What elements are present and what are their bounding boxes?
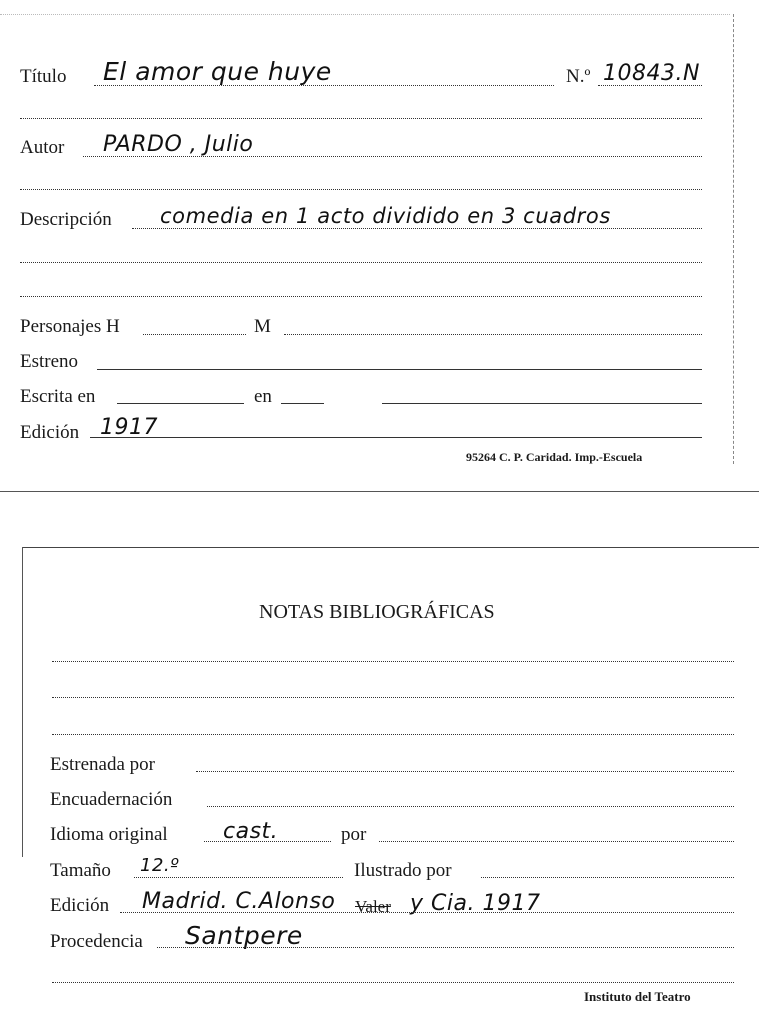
- titulo-value: El amor que huye: [103, 57, 332, 86]
- autor-label: Autor: [20, 137, 65, 158]
- descripcion-label: Descripción: [20, 209, 112, 230]
- printer-note: 95264 C. P. Caridad. Imp.-Escuela: [466, 450, 643, 464]
- personajes-label: Personajes H: [20, 316, 120, 337]
- notas-heading: NOTAS BIBLIOGRÁFICAS: [259, 601, 495, 623]
- notas-line-2: [52, 697, 734, 698]
- idioma-value: cast.: [223, 819, 279, 844]
- card-front-bottom-edge: [0, 491, 759, 492]
- ilustrado-label: Ilustrado por: [354, 860, 452, 881]
- descripcion-line-3: [20, 296, 702, 297]
- institute-label: Instituto del Teatro: [584, 989, 691, 1004]
- ilustrado-line: [481, 877, 734, 878]
- personajes-h-line: [143, 334, 246, 335]
- edicion-front-value: 1917: [100, 415, 158, 440]
- descripcion-line-2: [20, 262, 702, 263]
- estrenada-line: [196, 771, 734, 772]
- descripcion-line: [132, 228, 702, 229]
- estreno-label: Estreno: [20, 351, 79, 372]
- personajes-m-line: [284, 334, 702, 335]
- encuadernacion-line: [207, 806, 734, 807]
- procedencia-line-2: [52, 982, 734, 983]
- card-front-right-edge: [733, 14, 734, 464]
- edicion-front-line: [90, 437, 702, 438]
- escrita-line: [117, 403, 244, 404]
- card-back-top-edge: [22, 547, 759, 548]
- idioma-label: Idioma original: [50, 824, 168, 845]
- numero-label: N.º: [566, 66, 591, 87]
- edicion-struck-word: Valer: [355, 897, 391, 916]
- procedencia-label: Procedencia: [50, 931, 143, 952]
- en-line: [281, 403, 324, 404]
- notas-line-3: [52, 734, 734, 735]
- escrita-label: Escrita en: [20, 386, 96, 407]
- edicion-back-value-2: y Cia. 1917: [410, 891, 541, 916]
- encuadernacion-label: Encuadernación: [50, 789, 173, 810]
- autor-line-2: [20, 189, 702, 190]
- edicion-front-label: Edición: [20, 422, 80, 443]
- card-front-top-edge: [0, 14, 730, 15]
- edicion-back-label: Edición: [50, 895, 110, 916]
- titulo-label: Título: [20, 66, 67, 87]
- estreno-line: [97, 369, 702, 370]
- estrenada-label: Estrenada por: [50, 754, 155, 775]
- card-back-left-edge: [22, 547, 23, 857]
- titulo-line-2: [20, 118, 702, 119]
- por-line: [379, 841, 734, 842]
- autor-value: PARDO , Julio: [103, 132, 254, 157]
- descripcion-value: comedia en 1 acto dividido en 3 cuadros: [160, 204, 611, 228]
- en-line-2: [382, 403, 702, 404]
- notas-line-1: [52, 661, 734, 662]
- en-label: en: [254, 386, 272, 407]
- procedencia-value: Santpere: [185, 921, 303, 950]
- numero-value: 10843.N: [603, 61, 700, 86]
- tamano-value: 12.º: [140, 855, 180, 876]
- edicion-back-value: Madrid. C.Alonso: [142, 889, 336, 914]
- por-label: por: [341, 824, 367, 845]
- m-label: M: [254, 316, 271, 337]
- tamano-label: Tamaño: [50, 860, 111, 881]
